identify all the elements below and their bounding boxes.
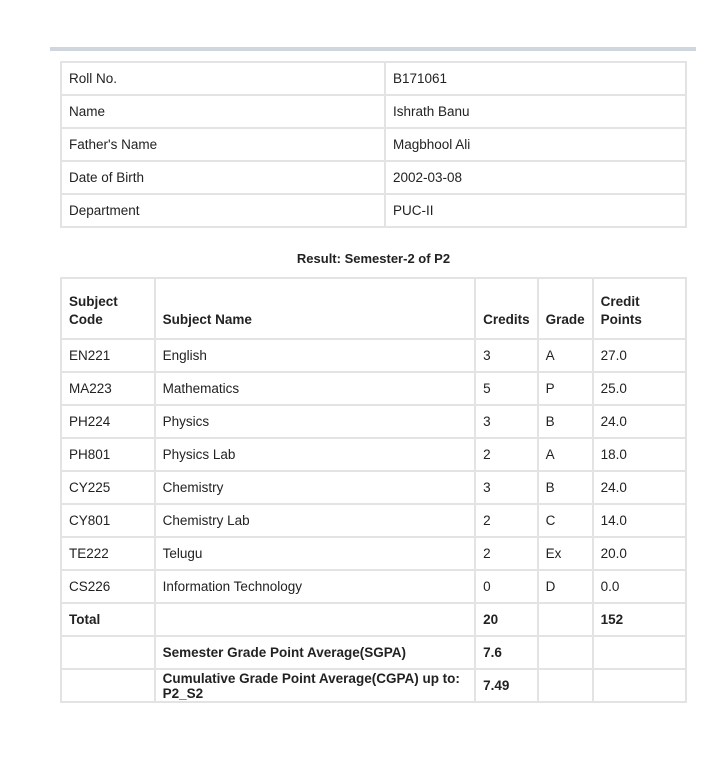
student-info-table bbox=[60, 61, 687, 228]
subject-code: CY225 bbox=[61, 471, 155, 504]
info-label: Name bbox=[61, 95, 385, 128]
subject-grade: A bbox=[538, 438, 593, 471]
header-credit-points: Credit Points bbox=[593, 278, 686, 339]
cgpa-row bbox=[61, 669, 686, 702]
table-row bbox=[61, 537, 686, 570]
subject-grade: C bbox=[538, 504, 593, 537]
subject-code: EN221 bbox=[61, 339, 155, 372]
sgpa-label: Semester Grade Point Average(SGPA) bbox=[155, 636, 475, 669]
subject-grade: B bbox=[538, 405, 593, 438]
subject-code: CY801 bbox=[61, 504, 155, 537]
cgpa-empty-points-cell bbox=[593, 669, 686, 702]
subject-credit-points: 25.0 bbox=[593, 372, 686, 405]
header-subject-code-line2: Code bbox=[69, 312, 103, 327]
header-subject-name: Subject Name bbox=[155, 278, 475, 339]
cgpa-empty-cell bbox=[61, 669, 155, 702]
sgpa-empty-points-cell bbox=[593, 636, 686, 669]
cgpa-value: 7.49 bbox=[475, 669, 538, 702]
info-value: B171061 bbox=[385, 62, 686, 95]
info-row-department bbox=[61, 194, 686, 227]
subject-grade: B bbox=[538, 471, 593, 504]
subject-credit-points: 14.0 bbox=[593, 504, 686, 537]
total-credits: 20 bbox=[475, 603, 538, 636]
subject-code: TE222 bbox=[61, 537, 155, 570]
subject-credit-points: 27.0 bbox=[593, 339, 686, 372]
subject-credits: 0 bbox=[475, 570, 538, 603]
info-label: Department bbox=[61, 194, 385, 227]
info-value: Ishrath Banu bbox=[385, 95, 686, 128]
info-label: Roll No. bbox=[61, 62, 385, 95]
subject-name: Telugu bbox=[155, 537, 475, 570]
subject-credits: 3 bbox=[475, 339, 538, 372]
header-credits: Credits bbox=[475, 278, 538, 339]
subject-credits: 2 bbox=[475, 438, 538, 471]
subject-name: Physics Lab bbox=[155, 438, 475, 471]
info-value: 2002-03-08 bbox=[385, 161, 686, 194]
subject-name: Information Technology bbox=[155, 570, 475, 603]
subject-name: Chemistry Lab bbox=[155, 504, 475, 537]
table-row bbox=[61, 438, 686, 471]
subject-grade: D bbox=[538, 570, 593, 603]
table-row bbox=[61, 372, 686, 405]
subject-grade: Ex bbox=[538, 537, 593, 570]
header-subject-code bbox=[61, 278, 155, 339]
subject-credits: 3 bbox=[475, 405, 538, 438]
subject-credits: 2 bbox=[475, 537, 538, 570]
cgpa-empty-grade-cell bbox=[538, 669, 593, 702]
info-row-date-of-birth bbox=[61, 161, 686, 194]
table-row bbox=[61, 471, 686, 504]
subject-name: Chemistry bbox=[155, 471, 475, 504]
subject-name: Physics bbox=[155, 405, 475, 438]
info-label: Father's Name bbox=[61, 128, 385, 161]
total-label: Total bbox=[61, 603, 155, 636]
result-title: Result: Semester-2 of P2 bbox=[296, 251, 451, 266]
subject-code: MA223 bbox=[61, 372, 155, 405]
total-credit-points: 152 bbox=[593, 603, 686, 636]
subject-credit-points: 0.0 bbox=[593, 570, 686, 603]
cgpa-label: Cumulative Grade Point Average(CGPA) up to: P2_S2 bbox=[155, 669, 475, 702]
header-grade: Grade bbox=[538, 278, 593, 339]
info-row-name bbox=[61, 95, 686, 128]
subject-credit-points: 18.0 bbox=[593, 438, 686, 471]
grades-table bbox=[60, 277, 687, 703]
total-row bbox=[61, 603, 686, 636]
top-divider bbox=[50, 47, 696, 51]
table-row bbox=[61, 570, 686, 603]
subject-credits: 2 bbox=[475, 504, 538, 537]
total-empty-grade-cell bbox=[538, 603, 593, 636]
subject-grade: A bbox=[538, 339, 593, 372]
subject-grade: P bbox=[538, 372, 593, 405]
sgpa-empty-grade-cell bbox=[538, 636, 593, 669]
subject-code: PH224 bbox=[61, 405, 155, 438]
info-row-roll-no bbox=[61, 62, 686, 95]
subject-credit-points: 20.0 bbox=[593, 537, 686, 570]
subject-code: PH801 bbox=[61, 438, 155, 471]
grades-header-row bbox=[61, 278, 686, 339]
info-value: Magbhool Ali bbox=[385, 128, 686, 161]
subject-credit-points: 24.0 bbox=[593, 471, 686, 504]
table-row bbox=[61, 504, 686, 537]
header-subject-code-line1: Subject bbox=[69, 294, 118, 309]
subject-credit-points: 24.0 bbox=[593, 405, 686, 438]
subject-name: English bbox=[155, 339, 475, 372]
table-row bbox=[61, 339, 686, 372]
info-value: PUC-II bbox=[385, 194, 686, 227]
subject-credits: 5 bbox=[475, 372, 538, 405]
table-row bbox=[61, 405, 686, 438]
info-label: Date of Birth bbox=[61, 161, 385, 194]
subject-credits: 3 bbox=[475, 471, 538, 504]
sgpa-empty-cell bbox=[61, 636, 155, 669]
subject-name: Mathematics bbox=[155, 372, 475, 405]
subject-code: CS226 bbox=[61, 570, 155, 603]
total-empty-cell bbox=[155, 603, 475, 636]
sgpa-value: 7.6 bbox=[475, 636, 538, 669]
info-row-father-name bbox=[61, 128, 686, 161]
sgpa-row bbox=[61, 636, 686, 669]
